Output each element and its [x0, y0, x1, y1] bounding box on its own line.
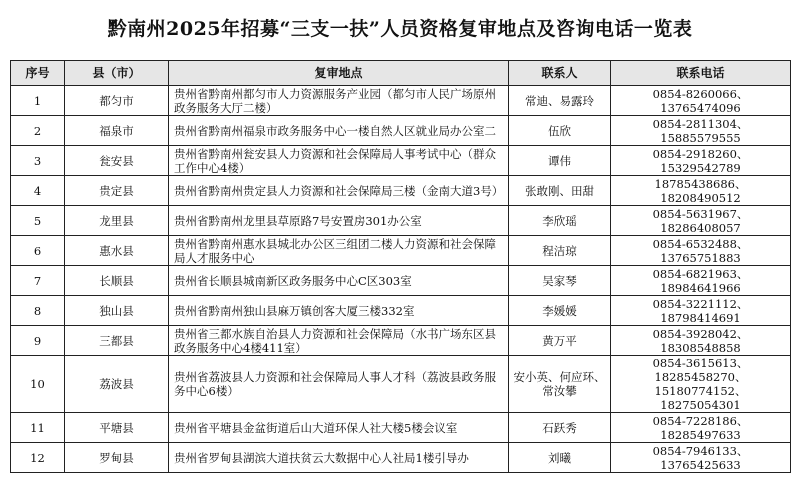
table-row	[11, 326, 791, 356]
table-row	[11, 116, 791, 146]
table-row	[11, 296, 791, 326]
cell-county: 罗甸县	[65, 443, 169, 473]
cell-address: 贵州省荔波县人力资源和社会保障局人事人才科（荔波县政务服务中心6楼）	[169, 356, 509, 413]
cell-contact: 李媛媛	[509, 296, 611, 326]
cell-contact: 李欣瑶	[509, 206, 611, 236]
cell-phone: 0854-5631967、18286408057	[611, 206, 791, 236]
cell-phone: 0854-3928042、18308548858	[611, 326, 791, 356]
cell-county: 荔波县	[65, 356, 169, 413]
table-row	[11, 86, 791, 116]
cell-seq: 10	[11, 356, 65, 413]
page-title: 黔南州2025年招募“三支一扶”人员资格复审地点及咨询电话一览表	[107, 18, 693, 40]
cell-contact: 吴家琴	[509, 266, 611, 296]
cell-address: 贵州省黔南州福泉市政务服务中心一楼自然人区就业局办公室二	[169, 116, 509, 146]
cell-address: 贵州省平塘县金盆街道后山大道环保人社大楼5楼会议室	[169, 413, 509, 443]
cell-seq: 8	[11, 296, 65, 326]
cell-county: 独山县	[65, 296, 169, 326]
header-county: 县（市）	[65, 61, 169, 86]
review-location-table	[10, 60, 791, 473]
cell-phone: 0854-2811304、15885579555	[611, 116, 791, 146]
cell-phone: 0854-6821963、18984641966	[611, 266, 791, 296]
cell-address: 贵州省黔南州惠水县城北办公区三组团二楼人力资源和社会保障局人才服务中心	[169, 236, 509, 266]
header-address: 复审地点	[169, 61, 509, 86]
cell-contact: 张敢刚、田甜	[509, 176, 611, 206]
cell-address: 贵州省长顺县城南新区政务服务中心C区303室	[169, 266, 509, 296]
cell-contact: 常迪、易露玲	[509, 86, 611, 116]
cell-seq: 5	[11, 206, 65, 236]
cell-phone: 0854-6532488、13765751883	[611, 236, 791, 266]
cell-county: 三都县	[65, 326, 169, 356]
table-header-row	[11, 61, 791, 86]
table-row	[11, 266, 791, 296]
cell-county: 龙里县	[65, 206, 169, 236]
table-body	[11, 86, 791, 473]
cell-seq: 3	[11, 146, 65, 176]
cell-county: 平塘县	[65, 413, 169, 443]
cell-seq: 4	[11, 176, 65, 206]
cell-phone: 0854-8260066、13765474096	[611, 86, 791, 116]
cell-county: 都匀市	[65, 86, 169, 116]
header-phone: 联系电话	[611, 61, 791, 86]
cell-seq: 1	[11, 86, 65, 116]
cell-contact: 程洁琼	[509, 236, 611, 266]
cell-address: 贵州省黔南州独山县麻万镇创客大厦三楼332室	[169, 296, 509, 326]
cell-county: 惠水县	[65, 236, 169, 266]
table-row	[11, 176, 791, 206]
cell-phone: 0854-2918260、15329542789	[611, 146, 791, 176]
table-row	[11, 206, 791, 236]
table-row	[11, 413, 791, 443]
cell-contact: 石跃秀	[509, 413, 611, 443]
cell-seq: 11	[11, 413, 65, 443]
cell-contact: 黄万平	[509, 326, 611, 356]
cell-seq: 6	[11, 236, 65, 266]
cell-address: 贵州省黔南州都匀市人力资源服务产业园（都匀市人民广场原州政务服务大厅二楼）	[169, 86, 509, 116]
table-row	[11, 146, 791, 176]
cell-seq: 9	[11, 326, 65, 356]
header-contact: 联系人	[509, 61, 611, 86]
cell-contact: 谭伟	[509, 146, 611, 176]
cell-phone: 0854-3221112、18798414691	[611, 296, 791, 326]
cell-phone: 0854-7228186、18285497633	[611, 413, 791, 443]
cell-phone: 18785438686、18208490512	[611, 176, 791, 206]
cell-address: 贵州省罗甸县湖滨大道扶贫云大数据中心人社局1楼引导办	[169, 443, 509, 473]
cell-county: 贵定县	[65, 176, 169, 206]
cell-seq: 12	[11, 443, 65, 473]
cell-address: 贵州省三都水族自治县人力资源和社会保障局（水书广场东区县政务服务中心4楼411室）	[169, 326, 509, 356]
cell-county: 长顺县	[65, 266, 169, 296]
cell-address: 贵州省黔南州瓮安县人力资源和社会保障局人事考试中心（群众工作中心4楼）	[169, 146, 509, 176]
cell-contact: 伍欣	[509, 116, 611, 146]
cell-address: 贵州省黔南州贵定县人力资源和社会保障局三楼（金南大道3号）	[169, 176, 509, 206]
cell-address: 贵州省黔南州龙里县草原路7号安置房301办公室	[169, 206, 509, 236]
cell-phone: 0854-7946133、13765425633	[611, 443, 791, 473]
table-row	[11, 236, 791, 266]
table-row	[11, 356, 791, 413]
cell-phone: 0854-3615613、18285458270、15180774152、18275054301	[611, 356, 791, 413]
table-row	[11, 443, 791, 473]
cell-seq: 7	[11, 266, 65, 296]
cell-contact: 刘曦	[509, 443, 611, 473]
cell-seq: 2	[11, 116, 65, 146]
cell-county: 福泉市	[65, 116, 169, 146]
cell-contact: 安小英、何应环、常汝攀	[509, 356, 611, 413]
cell-county: 瓮安县	[65, 146, 169, 176]
header-seq: 序号	[11, 61, 65, 86]
